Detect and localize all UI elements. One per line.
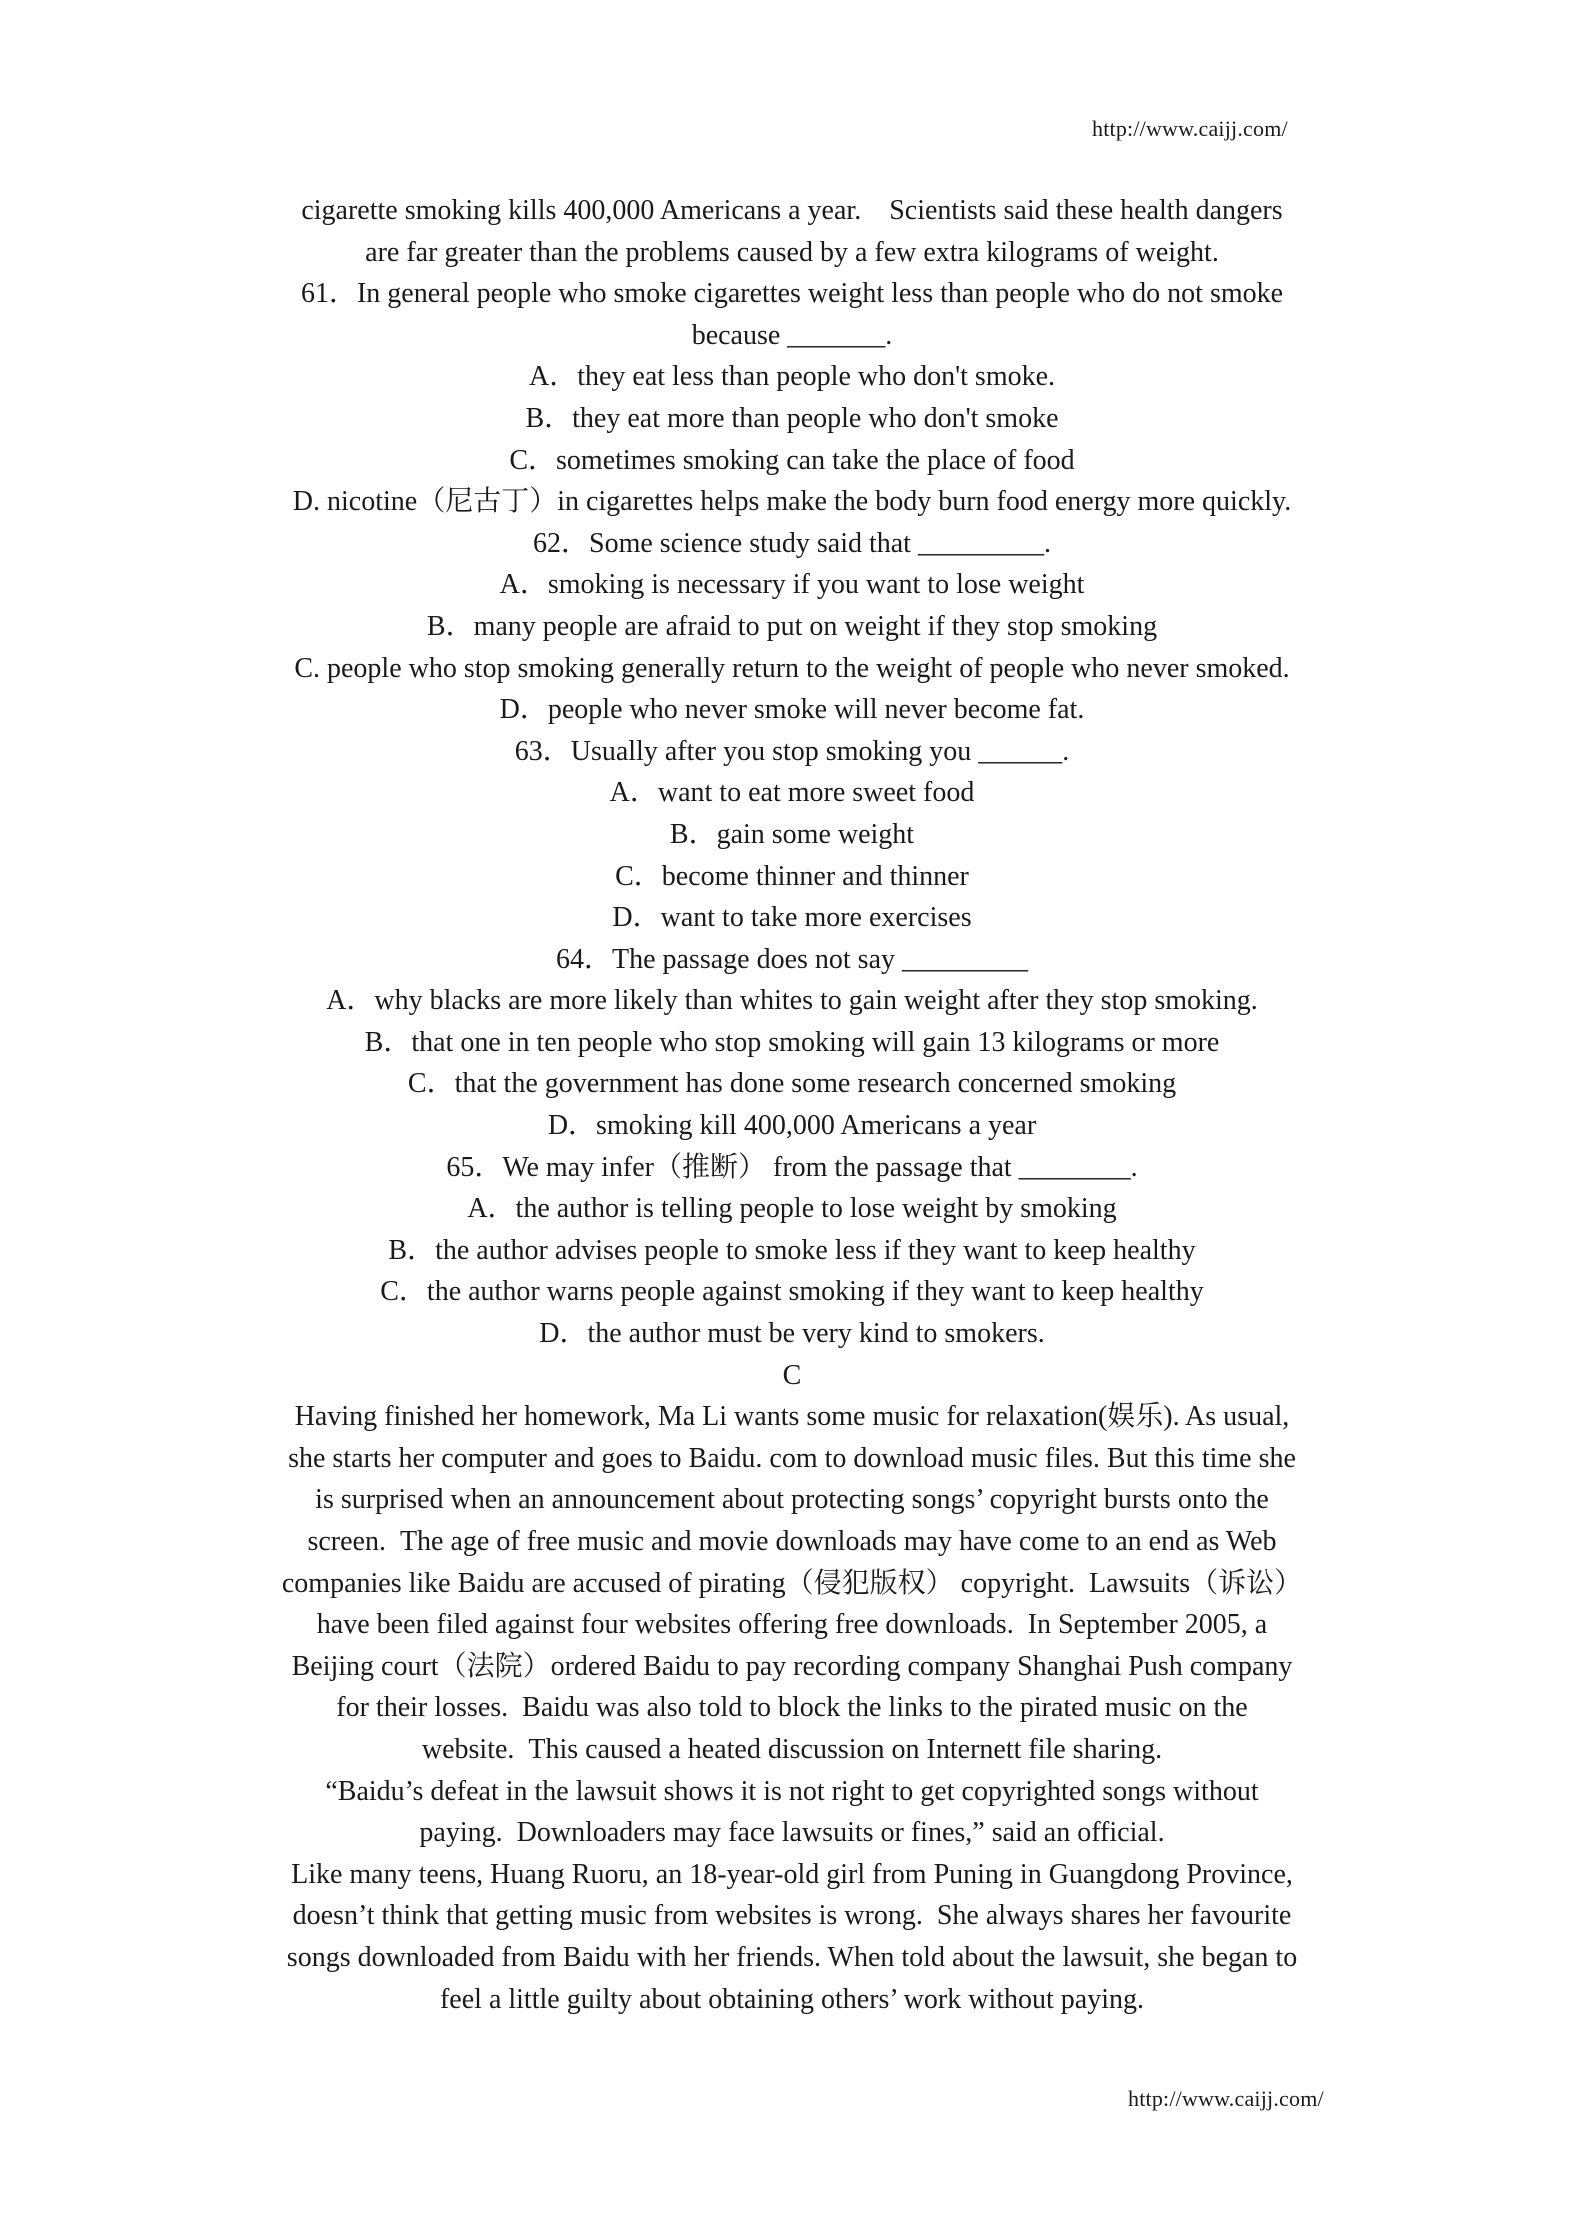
question-64-option-c: C．that the government has done some research concerned smoking <box>407 1068 1177 1100</box>
section-c-line: for their losses. Baidu was also told to block the links to the pirated music on the <box>336 1692 1248 1724</box>
question-64-stem: 64．The passage does not say _________ <box>555 943 1029 975</box>
question-65-option-c: C．the author warns people against smoking if they want to keep healthy <box>380 1276 1204 1308</box>
question-65-option-a: A．the author is telling people to lose weight by smoking <box>467 1193 1117 1225</box>
question-63-stem: 63．Usually after you stop smoking you ______. <box>514 735 1070 767</box>
question-62-stem: 62．Some science study said that _________. <box>533 527 1051 559</box>
question-63-option-d: D．want to take more exercises <box>612 902 972 934</box>
section-c-line: Beijing court（法院）ordered Baidu to pay recording company Shanghai Push company <box>291 1650 1293 1682</box>
section-c-line: doesn’t think that getting music from websites is wrong. She always shares her favourite <box>292 1900 1292 1932</box>
document-body <box>232 190 1352 2020</box>
section-c-line: Having finished her homework, Ma Li wants some music for relaxation(娱乐). As usual, <box>294 1401 1290 1433</box>
section-c-line: feel a little guilty about obtaining others’ work without paying. <box>439 1983 1144 2015</box>
passage-line: cigarette smoking kills 400,000 Americans a year. Scientists said these health dangers <box>301 195 1283 226</box>
question-65-option-b: B．the author advises people to smoke less if they want to keep healthy <box>388 1234 1196 1266</box>
question-64-option-a: A．why blacks are more likely than whites to gain weight after they stop smoking. <box>326 985 1258 1017</box>
section-c-line: website. This caused a heated discussion on Internett file sharing. <box>421 1733 1163 1765</box>
header-url: http://www.caijj.com/ <box>1092 116 1288 141</box>
section-c-line: she starts her computer and goes to Baidu. com to download music files. But this time she <box>288 1442 1296 1474</box>
question-61-stem: because _______. <box>691 319 893 351</box>
passage-line: are far greater than the problems caused by a few extra kilograms of weight. <box>365 236 1219 268</box>
question-65-option-d: D．the author must be very kind to smokers. <box>539 1318 1045 1350</box>
question-62-option-b: B．many people are afraid to put on weight if they stop smoking <box>426 610 1158 642</box>
question-61-option-d: D. nicotine（尼古丁）in cigarettes helps make the body burn food energy more quickly. <box>292 486 1292 518</box>
question-62-option-a: A．smoking is necessary if you want to lose weight <box>499 569 1085 601</box>
section-c-line: songs downloaded from Baidu with her friends. When told about the lawsuit, she began to <box>286 1941 1298 1973</box>
footer-url: http://www.caijj.com/ <box>1128 2086 1324 2111</box>
section-c-line: have been filed against four websites offering free downloads. In September 2005, a <box>316 1609 1268 1641</box>
question-65-stem: 65．We may infer（推断） from the passage that ________. <box>446 1151 1138 1183</box>
question-61-option-b: B．they eat more than people who don't smoke <box>525 402 1059 434</box>
question-62-option-c: C. people who stop smoking generally return to the weight of people who never smoked. <box>294 652 1290 684</box>
question-61-option-a: A．they eat less than people who don't smoke. <box>528 361 1056 393</box>
section-heading: C <box>782 1359 802 1391</box>
question-61-option-c: C．sometimes smoking can take the place of food <box>509 444 1075 476</box>
question-63-option-c: C．become thinner and thinner <box>615 860 969 892</box>
question-63-option-b: B．gain some weight <box>669 818 915 850</box>
section-c-line: paying. Downloaders may face lawsuits or fines,” said an official. <box>419 1817 1165 1849</box>
question-64-option-b: B．that one in ten people who stop smoking will gain 13 kilograms or more <box>364 1026 1220 1058</box>
question-61-stem: 61．In general people who smoke cigarettes weight less than people who do not smoke <box>300 278 1284 310</box>
question-64-option-d: D．smoking kill 400,000 Americans a year <box>547 1110 1037 1142</box>
section-c-line: “Baidu’s defeat in the lawsuit shows it is not right to get copyrighted songs without <box>325 1775 1259 1807</box>
section-c-line: companies like Baidu are accused of pirating（侵犯版权） copyright. Lawsuits（诉讼） <box>281 1567 1303 1599</box>
section-c-line: Like many teens, Huang Ruoru, an 18-year-old girl from Puning in Guangdong Province, <box>291 1858 1293 1890</box>
section-c-line: is surprised when an announcement about protecting songs’ copyright bursts onto the <box>315 1484 1269 1516</box>
section-c-line: screen. The age of free music and movie downloads may have come to an end as Web <box>307 1526 1277 1557</box>
question-63-option-a: A．want to eat more sweet food <box>609 777 975 809</box>
question-62-option-d: D．people who never smoke will never become fat. <box>499 694 1085 726</box>
